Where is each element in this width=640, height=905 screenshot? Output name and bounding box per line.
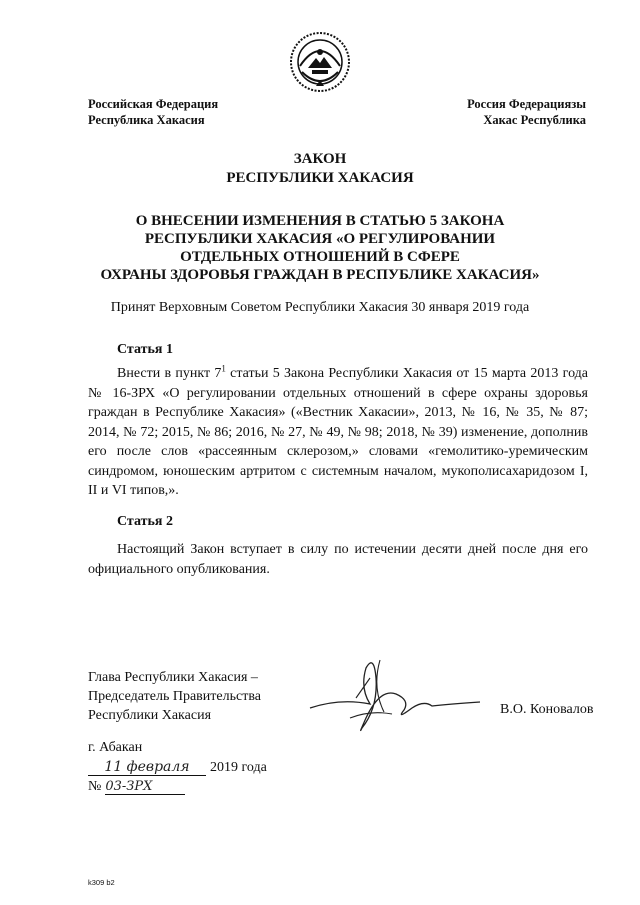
coat-of-arms-emblem: [288, 30, 352, 94]
header-right: [440, 96, 586, 128]
place-of-signing: г. Абакан: [88, 740, 143, 755]
header-left-country: Российская Федерация: [88, 97, 219, 111]
adoption-note: Принят Верховным Советом Республики Хакасия 30 января 2019 года: [110, 300, 530, 315]
subject-line-1: О ВНЕСЕНИИ ИЗМЕНЕНИЯ В СТАТЬЮ 5 ЗАКОНА: [135, 213, 505, 229]
document-title: [60, 150, 580, 188]
handwritten-number: 03-ЗРХ: [105, 779, 185, 795]
article-2-heading: Статья 2: [117, 514, 173, 529]
article-1-text-start: Внести в пункт 7: [117, 366, 222, 381]
article-1-heading: Статья 1: [117, 342, 173, 357]
subject-line-4: ОХРАНЫ ЗДОРОВЬЯ ГРАЖДАН В РЕСПУБЛИКЕ ХАКАСИЯ»: [100, 267, 540, 283]
article-1-text-rest: статьи 5 Закона Республики Хакасия от 15 марта 2013 года № 16-ЗРХ «О регулировании отдельных отношений в сфере охраны здоровья граждан в Республике Хакасия» («Вестник Хакасии», 2013, № 16, № 35, № 87; 2014, № 72; 2015, № 86; 2016, № 27, № 49, № 98; 2018, № 39) изменение, дополнив его после слов «рассеянным склерозом,» словами «гемолитико-уремическим синдромом, юношеским артритом с системным началом, мукополисахаридозом I, II и VI типов,».: [88, 366, 589, 498]
header-left: [88, 96, 218, 128]
footer-code: k309 b2: [88, 878, 115, 887]
handwritten-date: 11 февраля: [88, 759, 206, 776]
signatory-line-1: Глава Республики Хакасия –: [88, 670, 258, 685]
article-2-body: [88, 540, 588, 579]
signatory-line-2: Председатель Правительства: [88, 689, 261, 704]
subject-line-2: РЕСПУБЛИКИ ХАКАСИЯ «О РЕГУЛИРОВАНИИ: [144, 231, 496, 247]
article-1-body: [88, 364, 588, 501]
signing-date: [88, 759, 267, 776]
header-right-country: Россия Федерациязы: [467, 97, 586, 111]
number-sign: №: [88, 779, 102, 794]
title-law: ЗАКОН: [293, 151, 347, 167]
signatory-title: [88, 668, 261, 725]
date-year: 2019 года: [210, 760, 267, 775]
law-subject: [60, 212, 580, 284]
subject-line-3: ОТДЕЛЬНЫХ ОТНОШЕНИЙ В СФЕРЕ: [180, 249, 460, 265]
article-2-text: Настоящий Закон вступает в силу по истечении десяти дней после дня его официального опубликования.: [88, 542, 588, 577]
handwritten-signature: [300, 648, 500, 744]
article-1-superscript: 1: [221, 363, 226, 374]
signatory-line-3: Республики Хакасия: [88, 708, 212, 723]
header-right-republic: Хакас Республика: [483, 113, 586, 127]
title-republic: РЕСПУБЛИКИ ХАКАСИЯ: [226, 170, 414, 186]
signatory-name: В.О. Коновалов: [500, 702, 594, 717]
law-number: [88, 779, 185, 795]
header-left-republic: Республика Хакасия: [88, 113, 205, 127]
